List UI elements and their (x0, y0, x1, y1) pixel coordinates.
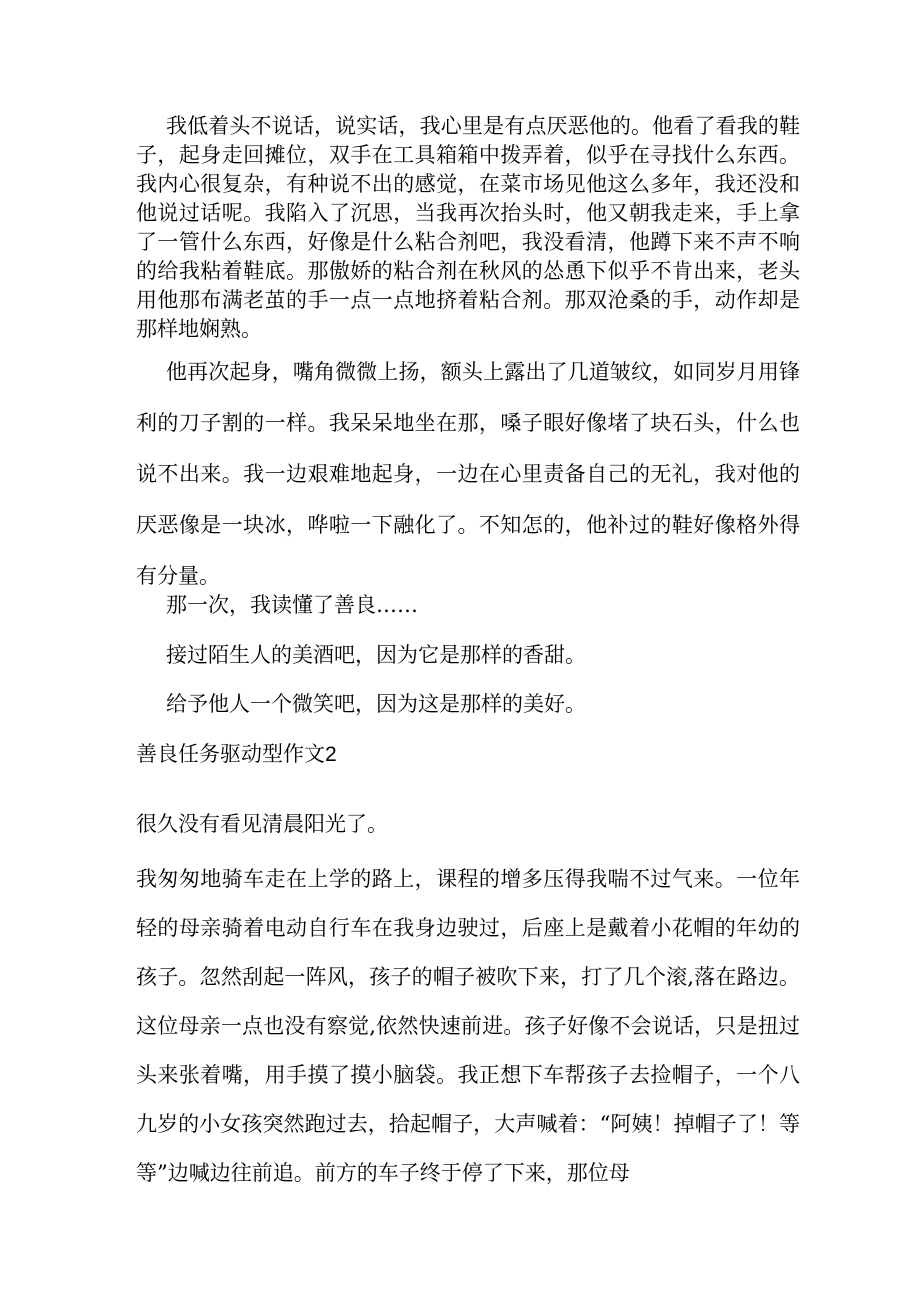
essay-heading (136, 739, 337, 770)
paragraph-shoe-repair: 我低着头不说话，说实话，我心里是有点厌恶他的。他看了看我的鞋子，起身走回摊位，双手在工具箱箱中拨弄着，似乎在寻找什么东西。我内心很复杂，有种说不出的感觉，在菜市场见他这么多年，我还没和他说过话呢。我陷入了沉思，当我再次抬头时，他又朝我走来，手上拿了一管什么东西，好像是什么粘合剂吧，我没看清，他蹲下来不声不响的给我粘着鞋底。那傲娇的粘合剂在秋风的怂恿下似乎不肯出来，老头用他那布满老茧的手一点一点地挤着粘合剂。那双沧桑的手，动作却是那样地娴熟。 (136, 114, 800, 341)
paragraph-lost-hat: 我匆匆地骑车走在上学的路上，课程的增多压得我喘不过气来。一位年轻的母亲骑着电动自行车在我身边驶过，后座上是戴着小花帽的年幼的孩子。忽然刮起一阵风，孩子的帽子被吹下来，打了几个滚,落在路边。这位母亲一点也没有察觉,依然快速前进。孩子好像不会说话，只是扭过头来张着嘴，用手摸了摸小脑袋。我正想下车帮孩子去捡帽子，一个八九岁的小女孩突然跑过去，拾起帽子，大声喊着：“阿姨！掉帽子了！等等”边喊边往前追。前方的车子终于停了下来，那位母 (136, 867, 800, 1185)
line-morning-sunlight: 很久没有看见清晨阳光了。 (136, 812, 388, 836)
line-accept-wine: 接过陌生人的美酒吧，因为它是那样的香甜。 (166, 643, 586, 667)
paragraph-standing-up: 他再次起身，嘴角微微上扬，额头上露出了几道皱纹，如同岁月用锋利的刀子割的一样。我呆呆地坐在那，嗓子眼好像堵了块石头，什么也说不出来。我一边艰难地起身，一边在心里责备自己的无礼，我对他的厌恶像是一块冰，哗啦一下融化了。不知怎的，他补过的鞋好像格外得有分量。 (136, 360, 800, 588)
heading-text: 善良任务驱动型作文 (136, 742, 325, 766)
heading-number: 2 (325, 743, 337, 766)
line-understood-kindness: 那一次，我读懂了善良…… (166, 593, 418, 617)
line-give-smile: 给予他人一个微笑吧，因为这是那样的美好。 (166, 692, 586, 716)
